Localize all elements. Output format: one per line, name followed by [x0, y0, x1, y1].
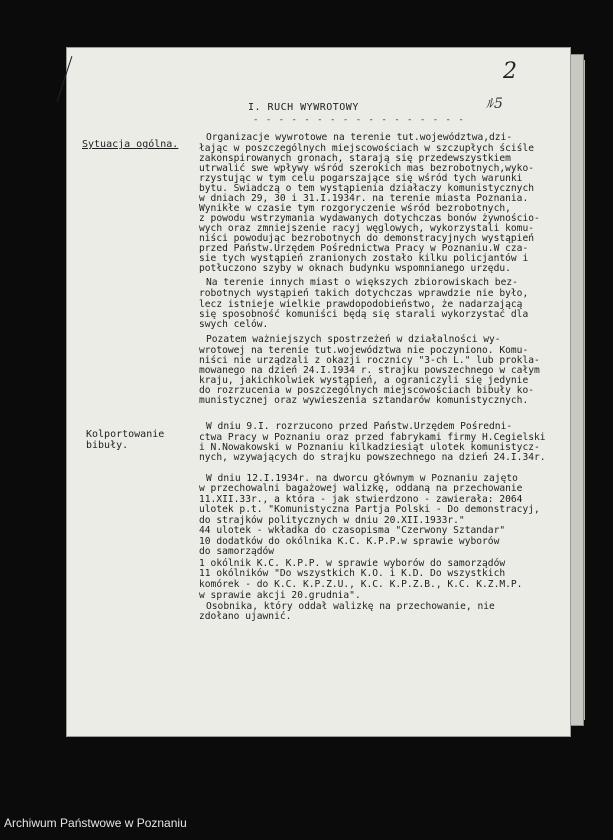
- body-text-line: Osobnika, który oddał walizkę na przechowanie, nie: [206, 601, 495, 612]
- body-text-line: utrwalić swe wpływy wśród szerokich mas bezrobotnych,wyko-: [199, 163, 535, 174]
- body-text-line: ctwa Pracy w Poznaniu oraz przed fabrykami firmy H.Cegielski: [199, 432, 546, 443]
- body-text-line: niści nie urządzali z okazji rocznicy "3-ch L." lub prokla-: [199, 355, 540, 366]
- body-text-line: niści powodując bezrobotnych do demonstracyjnych wystąpień: [199, 233, 535, 244]
- body-text-line: przed Państw.Urzędem Pośrednictwa Pracy w Poznaniu.W cza-: [199, 243, 529, 254]
- archive-footer: Archiwum Państwowe w Poznaniu: [4, 816, 187, 830]
- body-text-line: Organizacje wywrotowe na terenie tut.województwa,dzi-: [206, 132, 513, 143]
- body-text-line: Wynikłe w czasie tym rozgoryczenie wśród bezrobotnych,: [199, 203, 511, 214]
- margin-note-situation: Sytuacja ogólna.: [82, 139, 179, 150]
- body-text-line: lecz istnieje wielkie prawdopodobieństwo, że nadarzającą: [199, 299, 523, 310]
- body-text-line: robotnych wystąpień takich dotychczas wprawdzie nie było,: [199, 288, 529, 299]
- document-title: I. RUCH WYWROTOWY: [248, 102, 359, 113]
- body-text-line: nych, wzywających do strajku powszechnego na dzień 24.I.34r.: [199, 452, 546, 463]
- body-text-line: 1 okólnik K.C. K.P.P. w sprawie wyborów do samorządów: [199, 558, 506, 569]
- body-text-line: do strajków politycznych w dniu 20.XII.1933r.": [199, 515, 465, 526]
- pen-stroke-mark: [57, 56, 73, 102]
- page-number: 2: [503, 59, 517, 84]
- body-text-line: rzystując w tym celu pogarszające się wśród tych warunki: [199, 173, 523, 184]
- body-text-line: 10 dodatków do okólnika K.C. K.P.P.w sprawie wyborów: [199, 536, 500, 547]
- body-text-line: bytu. Świadczą o tem wystąpienia działaczy komunistycznych: [199, 183, 535, 194]
- body-text-line: W dniu 12.I.1934r. na dworcu głównym w Poznaniu zajęto: [206, 473, 518, 484]
- body-text-line: do samorządów: [199, 546, 275, 557]
- body-text-line: zakonspirowanych gronach, starają się przedewszystkiem: [199, 153, 511, 164]
- body-text-line: łając w poszczególnych miejscowościach w szczupłych ściśle: [199, 143, 535, 154]
- body-text-line: Na terenie innych miast o większych zbiorowiskach bez-: [206, 277, 518, 288]
- margin-note-distribution-text: Kolportowanie bibuły.: [86, 429, 165, 451]
- body-text-line: wrotowej na terenie tut.województwa nie poczyniono. Komu-: [199, 345, 529, 356]
- body-text-line: wych oraz zmniejszenie racyj węglowych, wykorzystali komu-: [199, 223, 535, 234]
- page-annotation: ﾙ5: [486, 96, 504, 112]
- body-text-line: komórek - do K.C. K.P.Z.U., K.C. K.P.Z.B., K.C. K.Z.M.P.: [199, 579, 523, 590]
- body-text-line: w dniach 29, 30 i 31.I.1934r. na terenie miasta Poznania.: [199, 193, 529, 204]
- body-text-line: W dniu 9.I. rozrzucono przed Państw.Urzędem Pośredni-: [206, 421, 513, 432]
- body-text-line: 11 okólników "Do wszystkich K.O. i K.D. Do wszystkich: [199, 568, 506, 579]
- body-text-line: sie tych wystąpień zranionych zostało kilku policjantów i: [199, 253, 529, 264]
- body-text-line: się sposobność komuniści będą się starali wykorzystać dla: [199, 309, 529, 320]
- body-text-line: Pozatem ważniejszych spostrzeżeń w działalności wy-: [206, 334, 501, 345]
- body-text-line: 44 ulotek - wkładka do czasopisma "Czerwony Sztandar": [199, 525, 506, 536]
- body-text-line: swych celów.: [199, 319, 269, 330]
- body-text-line: munistycznej oraz wywieszenia sztandarów komunistycznych.: [199, 395, 529, 406]
- body-text-line: 11.XII.33r., a która - jak stwierdzono - zawierała: 2064: [199, 494, 523, 505]
- body-text-line: w przechowalni bagażowej walizkę, oddaną na przechowanie: [199, 483, 523, 494]
- body-text-line: z powodu wstrzymania wydawanych dotychczas bonów żywnościo-: [199, 213, 540, 224]
- document-page: [66, 47, 571, 737]
- body-text-line: potłuczono szyby w oknach budynku wspomnianego urzędu.: [199, 263, 511, 274]
- body-text-line: w sprawie akcji 20.grudnia".: [199, 590, 361, 601]
- body-text-line: kraju, jakichkolwiek wystąpień, a ograniczyli się jedynie: [199, 375, 529, 386]
- body-text-line: do rozrzucenia w poszczególnych miejscowościach bibuły ko-: [199, 385, 535, 396]
- title-underline: - - - - - - - - - - - - - - - - -: [253, 115, 465, 125]
- body-text-line: ulotek p.t. "Komunistyczna Partja Polski - Do demonstracyj,: [199, 504, 540, 515]
- body-text-line: zdołano ujawnić.: [199, 611, 292, 622]
- margin-note-distribution: [86, 429, 165, 451]
- body-text-line: mowanego na dzień 24.I.1934 r. strajku powszechnego w całym: [199, 365, 540, 376]
- body-text-line: i N.Nowakowski w Poznaniu kilkadziesiąt ulotek komunistycz-: [199, 442, 540, 453]
